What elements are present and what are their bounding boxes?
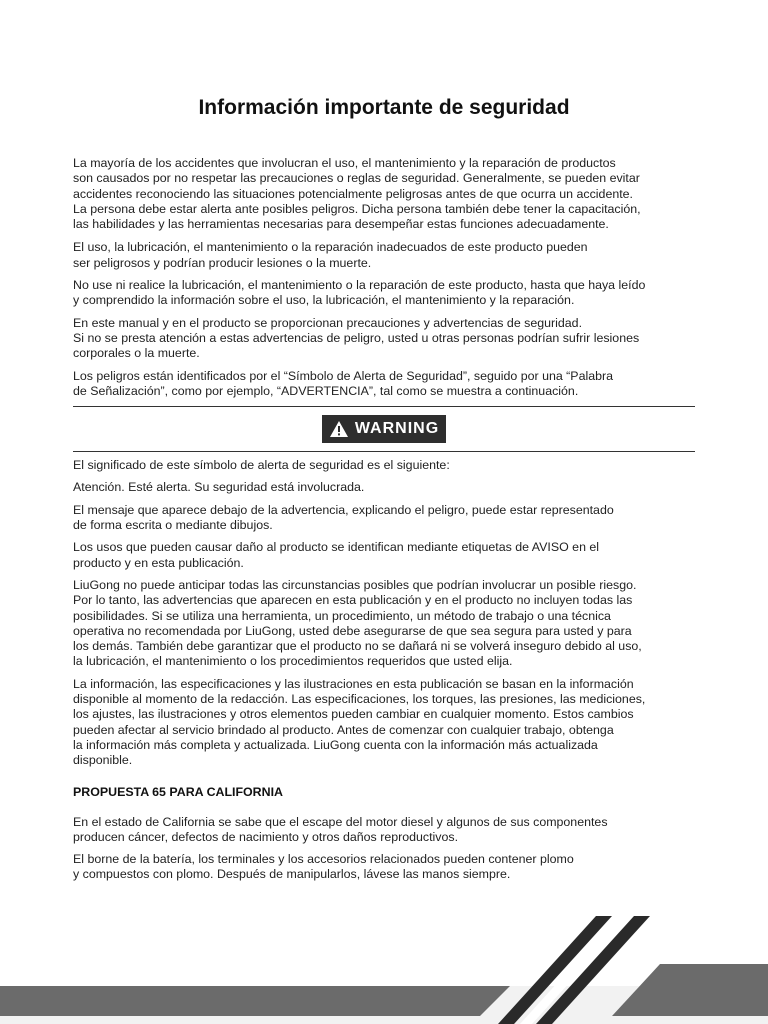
footer-stripes-graphic bbox=[0, 900, 768, 1024]
body-paragraph-3: El mensaje que aparece debajo de la advertencia, explicando el peligro, puede estar representado de forma escrita o mediante dibujos. bbox=[73, 502, 614, 533]
intro-paragraph-4: En este manual y en el producto se proporcionan precauciones y advertencias de seguridad. Si no se presta atención a estas advertencias de peligro, usted u otras personas podrían sufrir lesiones corporales o la muerte. bbox=[73, 315, 640, 361]
body-paragraph-5: LiuGong no puede anticipar todas las circunstancias posibles que podrían involucrar un posible riesgo. Por lo tanto, las advertencias que aparecen en esta publicación y en el producto no incluyen todas las posibilidades. Si se utiliza una herramienta, un procedimiento, un método de trabajo o una técnica operativa no recomendada por LiuGong, usted debe asegurarse de que sea segura para usted y para los demás. También debe garantizar que el producto no se dañará ni se volverá inseguro debido al uso, la lubricación, el mantenimiento o los procedimientos requeridos que usted elija. bbox=[73, 577, 642, 669]
prop65-heading: PROPUESTA 65 PARA CALIFORNIA bbox=[73, 784, 283, 799]
alert-triangle-icon bbox=[329, 420, 349, 438]
body-paragraph-1: El significado de este símbolo de alerta de seguridad es el siguiente: bbox=[73, 458, 450, 473]
prop65-paragraph-2: El borne de la batería, los terminales y los accesorios relacionados pueden contener plomo y compuestos con plomo. Después de manipularlos, lávese las manos siempre. bbox=[73, 852, 574, 882]
warning-badge bbox=[322, 415, 446, 443]
intro-paragraph-3: No use ni realice la lubricación, el mantenimiento o la reparación de este producto, hasta que haya leído y comprendido la información sobre el uso, la lubricación, el mantenimiento y la reparación. bbox=[73, 278, 646, 308]
intro-paragraph-1: La mayoría de los accidentes que involucran el uso, el mantenimiento y la reparación de productos son causados por no respetar las precauciones o reglas de seguridad. Generalmente, se pueden evitar accidentes reconociendo las situaciones potencialmente peligrosas antes de que ocurra un accidente. La persona debe estar alerta ante posibles peligros. Dicha persona también debe tener la capacitación, las habilidades y las herramientas necesarias para desempeñar estas funciones adecuadamente. bbox=[73, 156, 641, 232]
page-title: Información importante de seguridad bbox=[198, 96, 570, 119]
intro-paragraph-2: El uso, la lubricación, el mantenimiento o la reparación inadecuados de este producto pueden ser peligrosos y podrían producir lesiones o la muerte. bbox=[73, 240, 588, 270]
body-paragraph-2: Atención. Esté alerta. Su seguridad está involucrada. bbox=[73, 480, 365, 495]
prop65-paragraph-1: En el estado de California se sabe que el escape del motor diesel y algunos de sus componentes producen cáncer, defectos de nacimiento y otros daños reproductivos. bbox=[73, 814, 608, 844]
divider-bottom bbox=[73, 451, 695, 452]
intro-paragraph-5: Los peligros están identificados por el “Símbolo de Alerta de Seguridad”, seguido por una “Palabra de Señalización”, como por ejemplo, “ADVERTENCIA”, tal como se muestra a continuación. bbox=[73, 368, 614, 398]
body-paragraph-6: La información, las especificaciones y las ilustraciones en esta publicación se basan en la información disponible al momento de la redacción. Las especificaciones, los torques, las presiones, las mediciones, los ajustes, las ilustraciones y otros elementos pueden cambiar en cualquier momento. Estos cambios pueden afectar al servicio brindado al producto. Antes de comenzar con cualquier trabajo, obtenga la información más completa y actualizada. LiuGong cuenta con la información más actualizada disponible. bbox=[73, 676, 646, 768]
warning-label: WARNING bbox=[354, 420, 440, 438]
warning-symbol-area bbox=[73, 407, 703, 451]
page-content bbox=[73, 156, 703, 890]
body-paragraph-4: Los usos que pueden causar daño al producto se identifican mediante etiquetas de AVISO en el producto y en esta publicación. bbox=[73, 540, 600, 570]
